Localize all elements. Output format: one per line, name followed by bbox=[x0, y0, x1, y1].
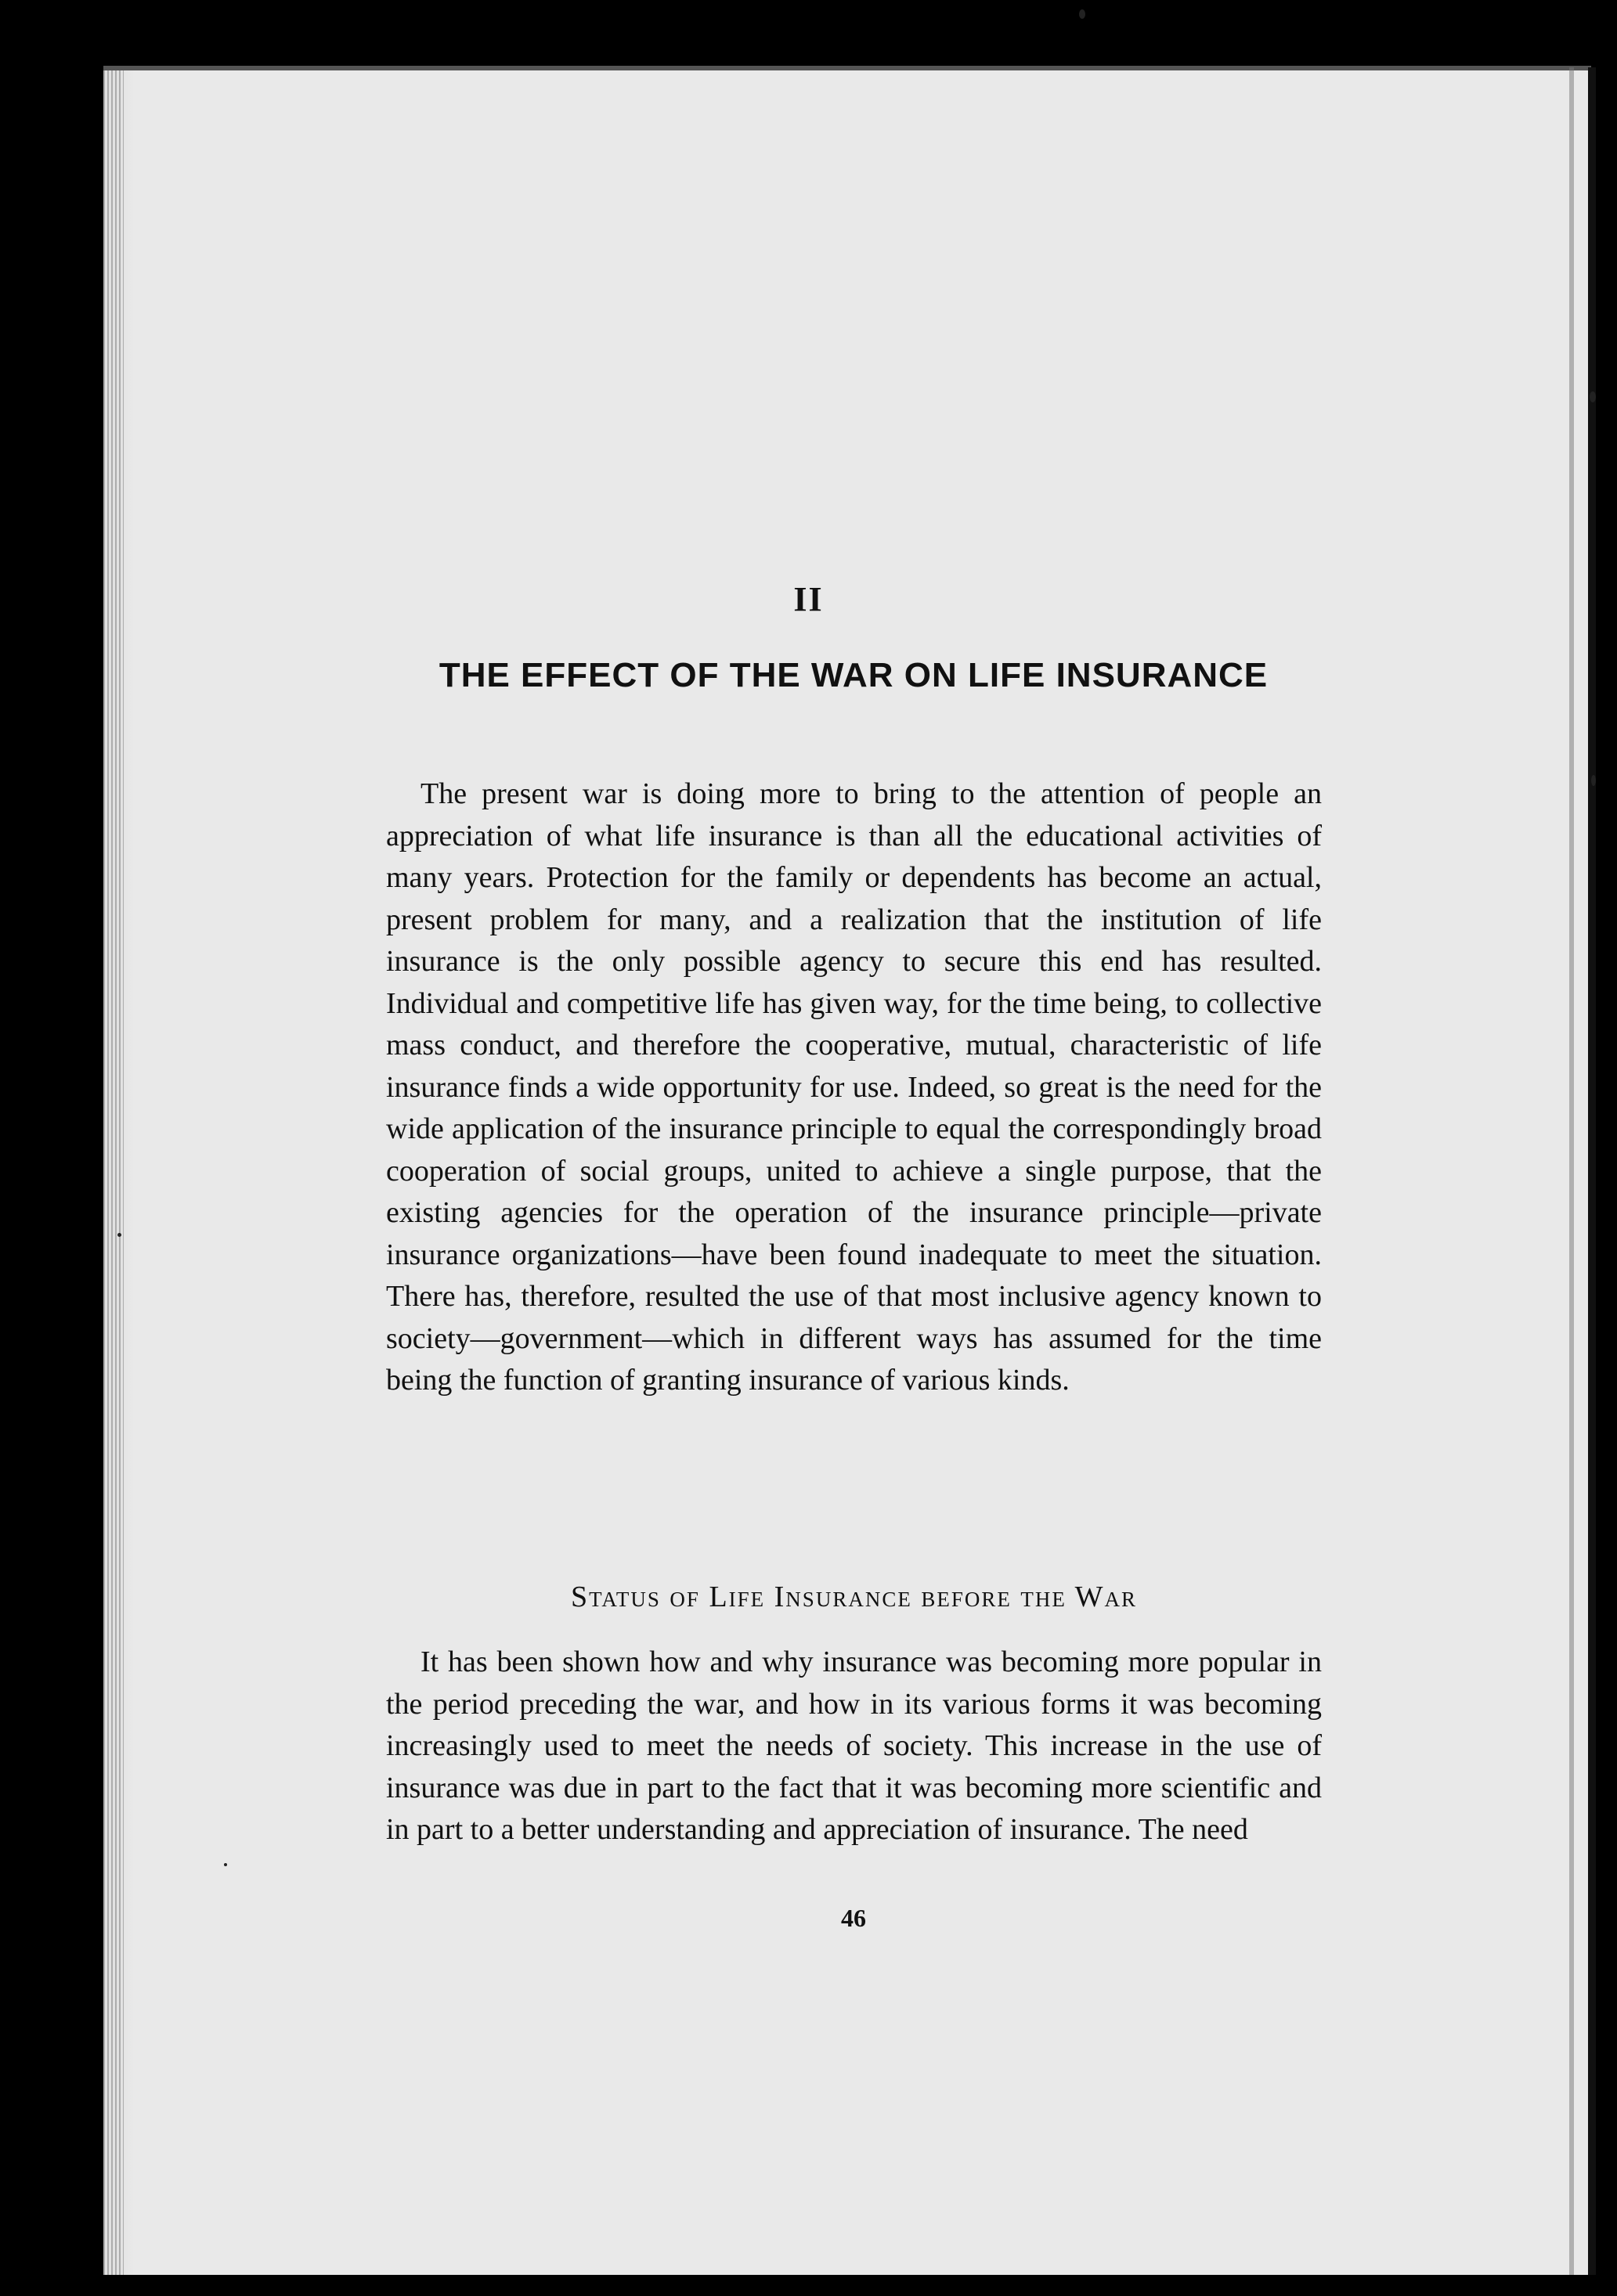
page-top-edge bbox=[103, 66, 1591, 70]
page-gutter bbox=[1569, 67, 1574, 2275]
chapter-title: THE EFFECT OF THE WAR ON LIFE INSURANCE bbox=[439, 656, 1269, 694]
chapter-number: II bbox=[793, 580, 824, 618]
scan-speck bbox=[1079, 9, 1085, 19]
scan-speck bbox=[1591, 775, 1596, 786]
body-paragraph: The present war is doing more to bring to the attention of people an appreciation of what life insurance is than all the educational activities of many years. Protection for the family or dependents has become an actual, present problem for many, and a realization that the institution of life insurance is the only possible agency to secure this end has resulted. Individual and competitive life has given way, for the time being, to collective mass conduct, and therefore the cooperative, mutual, characteristic of life insurance finds a wide opportunity for use. Indeed, so great is the need for the wide application of the insurance principle to equal the correspondingly broad cooperation of social groups, united to achieve a single purpose, that the existing agencies for the operation of the insurance principle—private insurance organizations—have been found inadequate to meet the situation. There has, therefore, resulted the use of that most inclusive agency known to society—government—which in different ways has assumed for the time being the function of granting insurance of various kinds. bbox=[386, 777, 1322, 1397]
body-paragraph: It has been shown how and why insurance was becoming more popular in the period preceding the war, and how in its various forms it was becoming increasingly used to meet the needs of society. This increase in the use of insurance was due in part to the fact that it was becoming more scientific and in part to a better understanding and appreciation of insurance. The need bbox=[386, 1645, 1322, 1846]
scan-speck bbox=[117, 1233, 121, 1237]
page-number: 46 bbox=[841, 1904, 866, 1932]
section-heading: Status of Life Insurance before the War bbox=[570, 1581, 1138, 1613]
scan-speck bbox=[1590, 391, 1596, 402]
page-edge-stack bbox=[103, 67, 124, 2275]
scan-speck bbox=[224, 1863, 227, 1866]
